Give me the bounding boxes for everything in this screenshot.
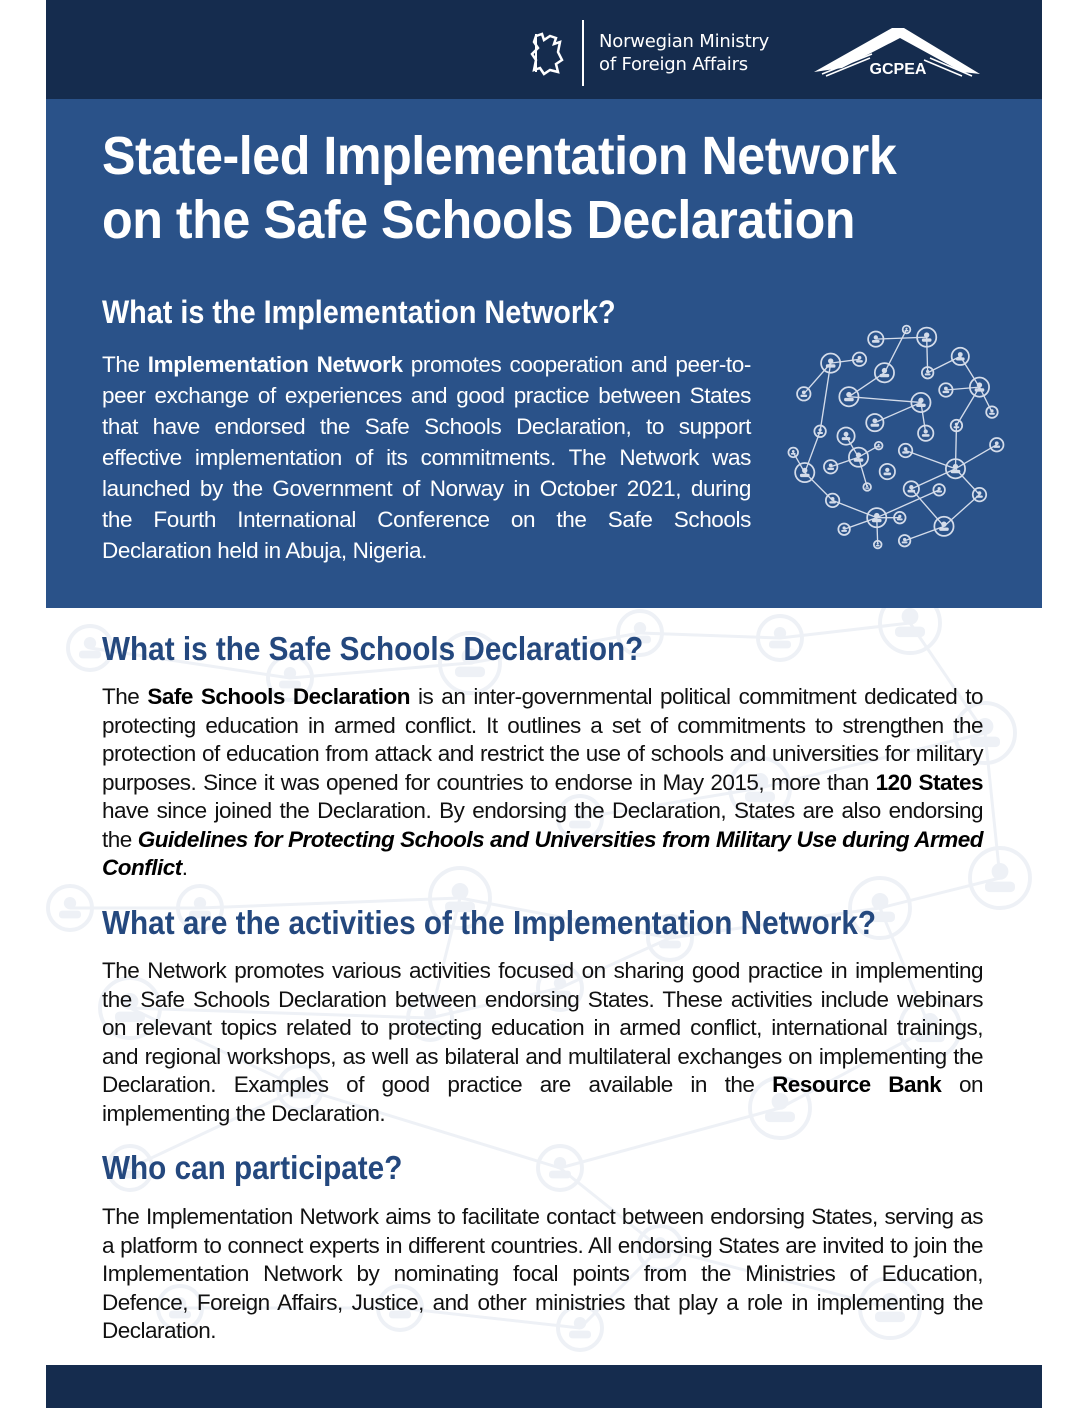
person-node-icon [952, 348, 969, 365]
person-node-icon [837, 427, 854, 444]
gcpea-logo-text: GCPEA [869, 61, 927, 78]
person-node-icon [880, 464, 895, 479]
person-node-icon [986, 406, 998, 418]
person-node-icon [863, 483, 871, 491]
section-heading-activities: What are the activities of the Implementation Network? [102, 904, 876, 941]
network-link [960, 356, 979, 387]
network-link [884, 330, 906, 373]
person-node-icon [880, 608, 940, 653]
ministry-line-2: of Foreign Affairs [599, 54, 748, 75]
section-heading-declaration: What is the Safe Schools Declaration? [102, 630, 644, 667]
network-link [921, 402, 926, 433]
person-node-icon [899, 444, 912, 457]
person-node-icon [797, 387, 810, 400]
page-title: State-led Implementation Network on the Safe Schools Declaration [102, 126, 897, 250]
network-link [849, 397, 921, 403]
network-link [831, 359, 860, 363]
norway-coat-of-arms-logo [528, 30, 566, 76]
network-link [875, 402, 921, 422]
person-node-icon [904, 481, 919, 496]
network-link [956, 387, 979, 425]
network-link [906, 450, 956, 468]
ministry-line-1: Norwegian Ministry [599, 31, 770, 52]
intro-paragraph: The Implementation Network promotes cooperation and peer-to-peer exchange of experiences and good practice between States that have endorsed the Safe Schools Declaration, to support effective implementation of its commitments. The Network was launched by the Government of Norway in October 2021, during the Fourth International Conference on the Safe Schools Declaration held in Abuja, Nigeria. [102, 352, 751, 563]
network-illustration [775, 318, 1015, 558]
person-node-icon [795, 463, 814, 482]
person-node-icon [990, 438, 1003, 451]
ministry-logo-text [599, 30, 769, 76]
section-heading-participate: Who can participate? [102, 1149, 403, 1186]
person-node-icon [821, 354, 840, 373]
person-node-icon [933, 484, 945, 496]
resource-bank-link[interactable]: Resource Bank [772, 1072, 942, 1097]
person-node-icon [538, 1146, 582, 1190]
person-node-icon [788, 448, 798, 458]
intro-heading: What is the Implementation Network? [102, 294, 616, 330]
footer-bar [46, 1365, 1042, 1408]
section-paragraph-participate: The Implementation Network aims to facilitate contact between endorsing States, serving as a platform to connect experts in different countries. All endorsing States are invited to join the Implementation Network by nominating focal points from the Ministries of Education, Defence, Foreign Affairs, Justice, and other ministries that play a role in implementing the Declaration. [102, 1204, 983, 1343]
person-node-icon [973, 488, 986, 501]
network-link [849, 373, 885, 397]
person-node-icon [903, 326, 911, 334]
person-node-icon [824, 460, 837, 473]
network-link [985, 733, 1000, 878]
logo-divider [582, 20, 584, 86]
network-link [946, 387, 980, 390]
section-paragraph-activities: The Network promotes various activities focused on sharing good practice in implementing the Safe Schools Declaration between endorsing States. These activities include webinars on relevant topics related to protecting education in armed conflict, international trainings, and regional workshops, as well as bilateral and multilateral exchanges on implementing the Declaration. Examples of good practice are available in the Resource Bank on implementing the Declaration. [102, 958, 983, 1126]
person-node-icon [918, 426, 933, 441]
person-node-icon [899, 535, 911, 547]
person-node-icon [866, 414, 883, 431]
section-paragraph-declaration: The Safe Schools Declaration is an inter-governmental political commitment dedicated to protecting education in armed conflict. It outlines a set of commitments to strengthen the protection of education from attack and restrict the use of schools and universities for military purposes. Since it was opened for countries to endorse in May 2015, more than 120 States have since joined the Declaration. By endorsing the Declaration, States are also endorsing the Guidelines for Protecting Schools and Universities from Military Use during Armed Conflict. [102, 684, 984, 880]
person-node-icon [849, 448, 868, 467]
person-node-icon [826, 494, 839, 507]
person-node-icon [875, 363, 894, 382]
gcpea-logo [812, 24, 982, 78]
person-node-icon [875, 442, 883, 450]
person-node-icon [934, 517, 953, 536]
person-node-icon [838, 523, 850, 535]
